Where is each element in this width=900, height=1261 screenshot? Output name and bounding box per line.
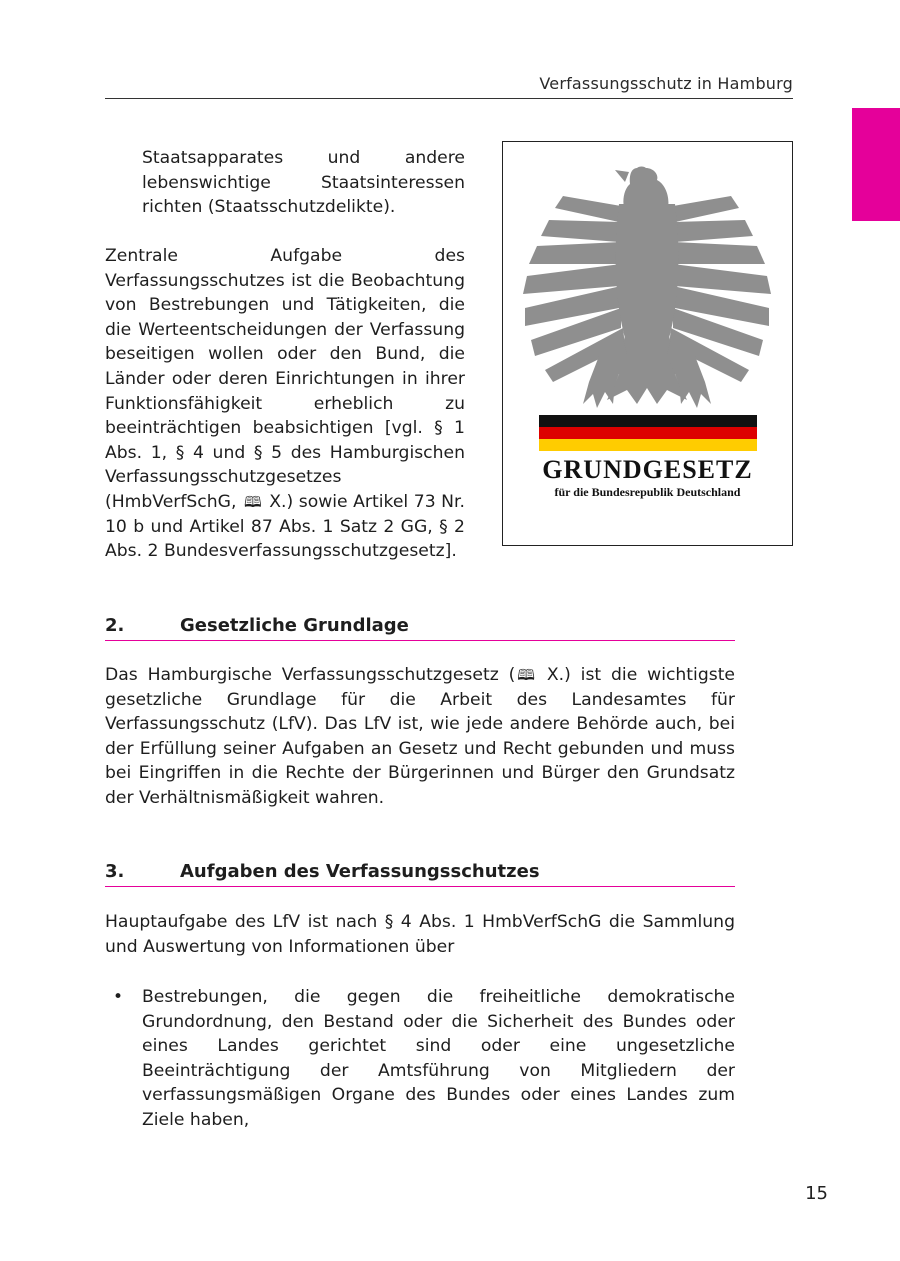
header-rule [105,98,793,99]
section-3-paragraph: Hauptaufgabe des LfV ist nach § 4 Abs. 1 HmbVerfSchG die Sammlung und Auswertung von Informationen über [105,912,735,957]
section-3-title: Aufgaben des Verfassungsschutzes [180,861,540,882]
section-3-number: 3. [105,861,125,882]
section-2-paragraph [105,663,735,811]
section-2-title: Gesetzliche Grundlage [180,615,409,636]
section-2-heading [105,614,735,641]
book-icon: 🕮 [244,492,262,511]
book-icon: 🕮 [517,666,535,684]
bullet-marker: • [113,987,124,1007]
section-3-heading [105,860,735,887]
running-header-title: Verfassungsschutz in Hamburg [539,74,793,93]
intro-paragraph: Staatsapparates und andere lebenswichtige Staatsinteressen richten (Staatsschutzdelikte). [142,148,465,218]
section-2-text-part1: Das Hamburgische Verfassungsschutzgesetz ( [105,665,516,685]
main-paragraph-part1: Zentrale Aufgabe des Verfassungsschutzes ist die Beobachtung von Bestrebungen und Tätigkeiten, die die Werteentscheidungen der Verfassung beseitigen wollen oder den Bund, die Länder oder deren Einrichtungen in ihrer Funktionsfähigkeit erheblich zu beeinträchtigen beabsichtigen [vgl. § 1 Abs. 1, § 4 und § 5 des Hamburgischen Verfassungsschutzgesetzes (HmbVerfSchG, [105,246,465,512]
section-2-text-part2: X.) ist die wichtigste gesetzliche Grundlage für die Arbeit des Landesamtes für Verfassungsschutz (LfV). Das LfV ist, wie jede andere Behörde auch, bei der Erfüllung seiner Aufgaben an Gesetz und Recht gebunden und muss bei Eingriffen in die Rechte der Bürgerinnen und Bürger den Grundsatz der Verhältnismäßigkeit wahren. [105,665,736,808]
grundgesetz-cover-image [502,141,793,546]
section-2-number: 2. [105,615,125,636]
page-number: 15 [805,1183,828,1204]
main-paragraph-part2: X.) sowie Artikel 73 Nr. 10 b und Artikel 87 Abs. 1 Satz 2 GG, § 2 Abs. 2 Bundesverfassungsschutzgesetz]. [105,491,465,562]
main-paragraph [105,244,465,564]
chapter-marker-tab [852,108,900,221]
cover-title: GRUNDGESETZ [542,455,753,484]
cover-subtitle: für die Bundesrepublik Deutschland [554,485,741,499]
bullet-text: Bestrebungen, die gegen die freiheitliche demokratische Grundordnung, den Bestand oder die Sicherheit des Bundes oder eines Landes gerichtet sind oder eine ungesetzliche Beeinträchtigung der Amtsführung von Mitgliedern der verfassungsmäßigen Organe des Bundes oder eines Landes zum Ziele haben, [142,987,735,1130]
